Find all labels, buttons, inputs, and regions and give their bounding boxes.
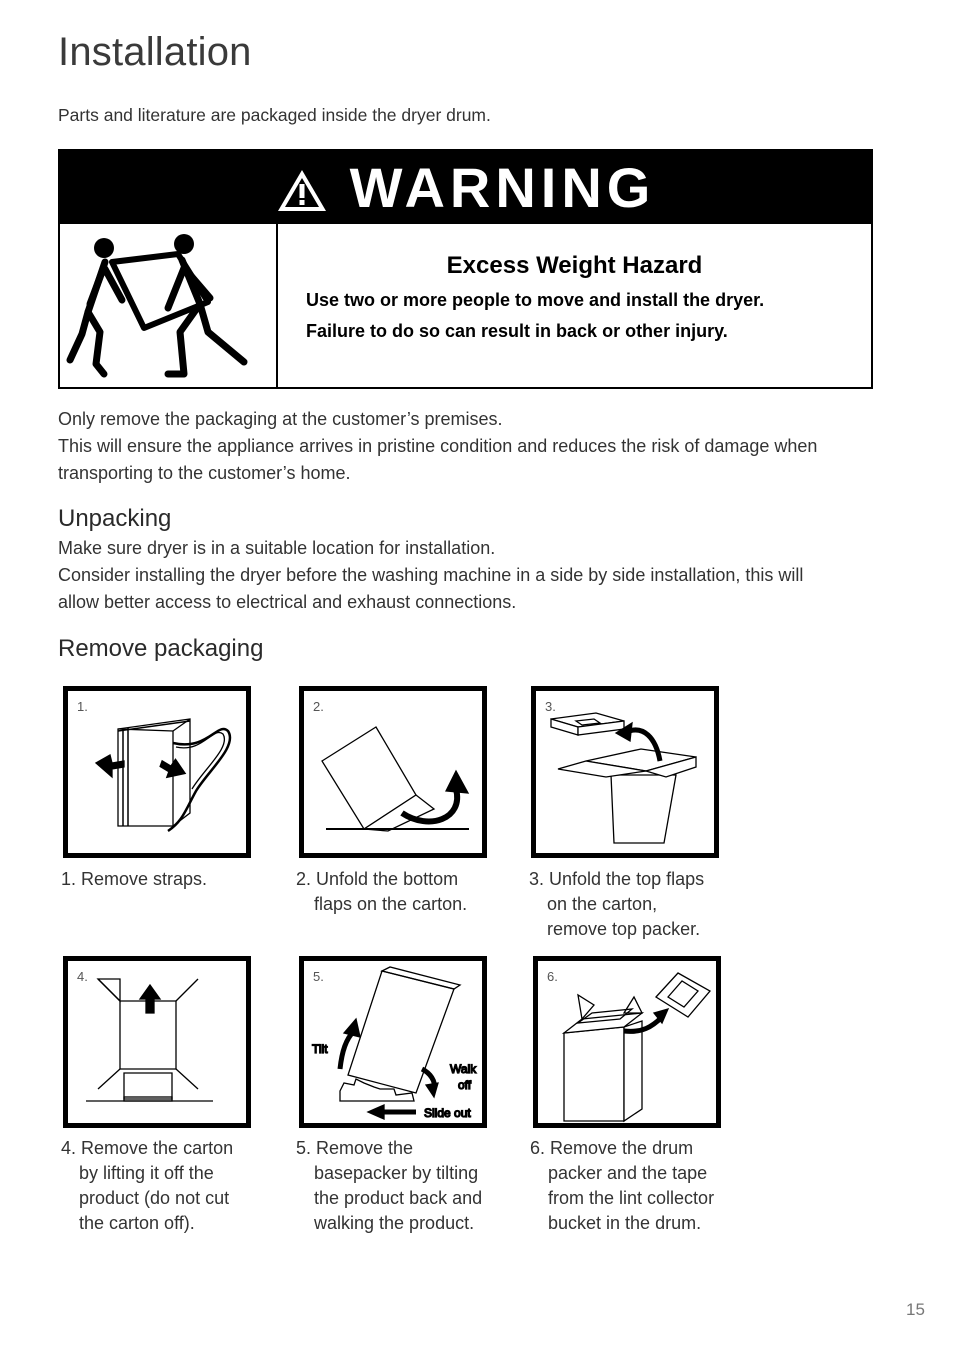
- page-title: Installation: [58, 30, 252, 74]
- intro-text: Parts and literature are packaged inside the dryer drum.: [58, 105, 491, 125]
- step-caption-1: 1. Remove straps.: [61, 869, 208, 889]
- figure-number: 6.: [547, 969, 558, 984]
- figure-remove-basepacker: [299, 956, 487, 1128]
- packaging-note-line: transporting to the customer’s home.: [58, 463, 351, 483]
- warning-header: [60, 151, 871, 224]
- step-caption-6: 6. Remove the drum packer and the tape from the lint collector bucket in the drum.: [530, 1138, 715, 1233]
- warning-triangle-icon: [276, 167, 328, 213]
- hazard-line-1: Use two or more people to move and install the dryer.: [306, 290, 765, 310]
- step-caption-4: 4. Remove the carton by lifting it off the product (do not cut the carton off).: [61, 1138, 234, 1233]
- hazard-line-2: Failure to do so can result in back or other injury.: [306, 321, 728, 341]
- unpacking-line: Make sure dryer is in a suitable location for installation.: [58, 538, 496, 558]
- warning-text: [278, 224, 871, 389]
- step-caption-3: 3. Unfold the top flaps on the carton, remove top packer.: [529, 869, 705, 939]
- figure-number: 2.: [313, 699, 324, 714]
- unpacking-heading: Unpacking: [58, 505, 172, 532]
- figure-number: 1.: [77, 699, 88, 714]
- figure-unfold-bottom-flaps: [299, 686, 487, 858]
- page-number: 15: [906, 1300, 925, 1319]
- off-label: off: [458, 1078, 472, 1092]
- tilt-label: Tilt: [312, 1042, 328, 1056]
- unpacking-line: Consider installing the dryer before the washing machine in a side by side installation, this will: [58, 565, 804, 585]
- figure-remove-straps: [63, 686, 251, 858]
- packaging-note-line: This will ensure the appliance arrives in pristine condition and reduces the risk of damage when: [58, 436, 818, 456]
- figure-unfold-top-flaps: [531, 686, 719, 858]
- step-caption-5: 5. Remove the basepacker by tilting the product back and walking the product.: [296, 1138, 483, 1233]
- warning-box: [58, 149, 873, 389]
- figure-remove-carton: [63, 956, 251, 1128]
- warning-heading: WARNING: [349, 156, 656, 219]
- figure-remove-drum-packer: [533, 956, 721, 1128]
- figure-number: 3.: [545, 699, 556, 714]
- figure-number: 5.: [313, 969, 324, 984]
- packaging-note: [58, 406, 898, 487]
- packaging-note-line: Only remove the packaging at the customer’s premises.: [58, 409, 503, 429]
- hazard-title: Excess Weight Hazard: [446, 252, 703, 279]
- slide-out-label: Slide out: [424, 1106, 471, 1120]
- figure-number: 4.: [77, 969, 88, 984]
- remove-packaging-heading: Remove packaging: [58, 635, 264, 662]
- step-caption-2: 2. Unfold the bottom flaps on the carton.: [296, 869, 468, 914]
- unpacking-text: [58, 535, 898, 616]
- two-person-lift-icon: [60, 224, 278, 389]
- walk-label: Walk: [450, 1062, 477, 1076]
- unpacking-line: allow better access to electrical and exhaust connections.: [58, 592, 517, 612]
